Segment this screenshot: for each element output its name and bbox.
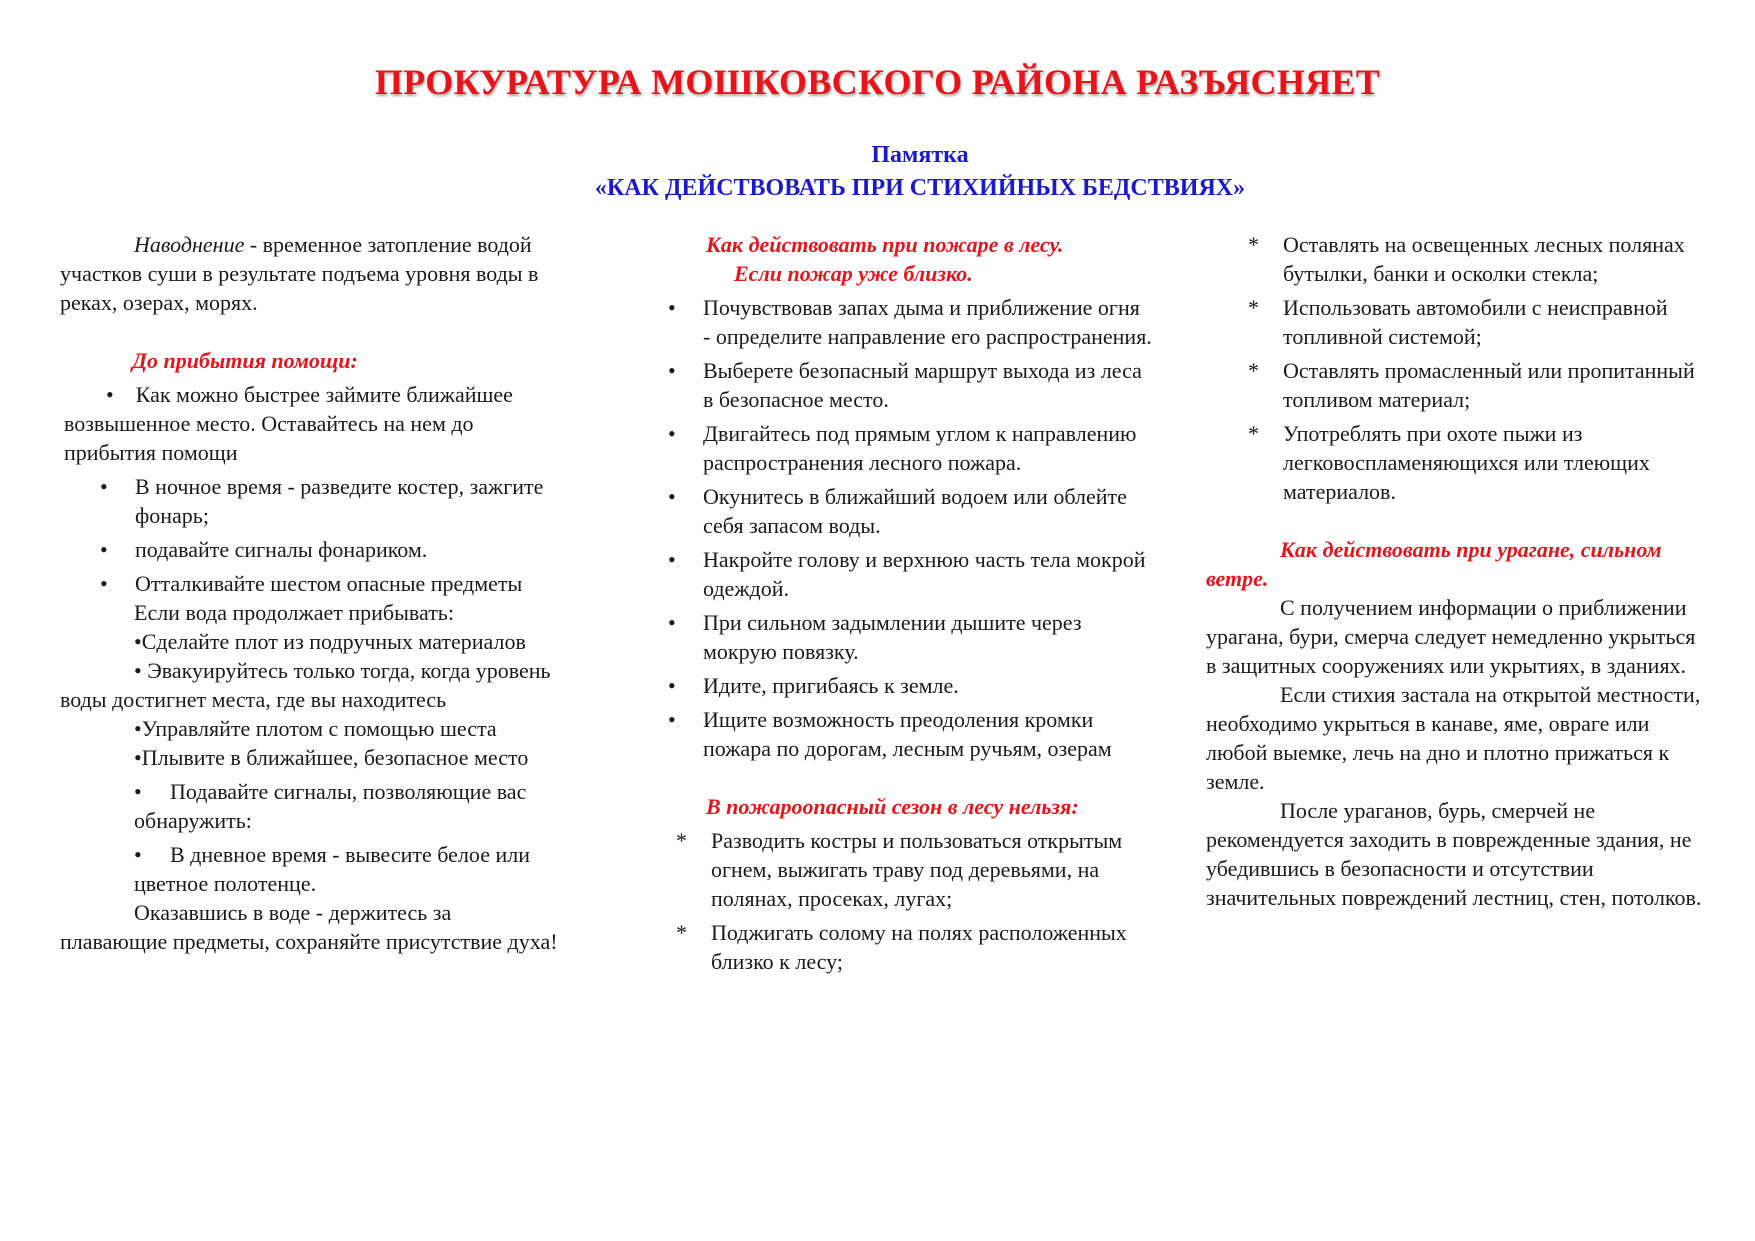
bullet-marker: • [668,358,676,383]
bullet-marker: • [100,571,108,596]
page-title: ПРОКУРАТУРА МОШКОВСКОГО РАЙОНА РАЗЪЯСНЯЕТ [374,62,1381,102]
memo-title: «КАК ДЕЙСТВОВАТЬ ПРИ СТИХИЙНЫХ БЕДСТВИЯХ» [594,175,1246,201]
forest-fire-item [632,482,1152,540]
hurricane-paragraph-3: После ураганов, бурь, смерчей не рекомендуется заходить в поврежденные здания, не убедившись в безопасности и отсутствии значительных повреждений лестниц, стен, потолков. [1206,798,1702,910]
flood-item-text: В дневное время - вывесите белое или цветное полотенце. [134,842,530,896]
column-forest-fire [632,230,1152,976]
hurricane-heading: Как действовать при урагане, сильном ветре. [1206,537,1662,591]
forbidden-item-text: Использовать автомобили с неисправной топливной системой; [1283,295,1668,349]
bullet-marker: • [668,707,676,732]
water-rising-note: Если вода продолжает прибывать: [134,600,454,625]
flood-item-text: Подавайте сигналы, позволяющие вас обнаружить: [134,779,527,833]
forbidden-item-text: Поджигать солому на полях расположенных близко к лесу; [711,920,1127,974]
forest-fire-item [632,293,1152,351]
bullet-marker: • [668,673,676,698]
steer-step: •Управляйте плотом с помощью шеста [134,716,497,741]
star-marker: * [1248,358,1259,383]
bullet-marker: • [668,610,676,635]
forest-fire-item-text: При сильном задымлении дышите через мокрую повязку. [703,610,1082,664]
forest-fire-item [632,671,1152,700]
raft-step: •Сделайте плот из подручных материалов [134,629,526,654]
forbidden-item [1206,230,1706,288]
forest-fire-item-text: Окунитесь в ближайший водоем или облейте себя запасом воды. [703,484,1127,538]
bullet-marker: • [100,537,108,562]
bullet-marker: • [668,484,676,509]
memo-label: Памятка [871,142,969,168]
flood-intro [60,230,560,317]
flood-item [60,535,560,564]
column-flood [60,230,560,956]
star-marker: * [676,828,687,853]
star-marker: * [1248,295,1259,320]
hurricane-paragraph-2: Если стихия застала на открытой местности, необходимо укрыться в канаве, яме, овраге или любой выемке, лечь на дно и плотно прижаться к земле. [1206,682,1701,794]
flood-definition: - временное затопление водой участков суши в результате подъема уровня воды в реках, озерах, морях. [60,232,539,315]
flood-item [60,472,560,530]
forbidden-item-text: Разводить костры и пользоваться открытым огнем, выжигать траву под деревьями, на полянах, просеках, лугах; [711,828,1123,911]
hurricane-paragraph-1: С получением информации о приближении урагана, бури, смерча следует немедленно укрыться в защитных сооружениях или укрытиях, в зданиях. [1206,595,1696,678]
forest-fire-item [632,608,1152,666]
forest-fire-item [632,356,1152,414]
forest-fire-item [632,545,1152,603]
column-hurricane [1206,230,1706,912]
forbidden-item-text: Оставлять промасленный или пропитанный топливом материал; [1283,358,1695,412]
flood-item [60,569,560,598]
forest-fire-heading: Как действовать при пожаре в лесу. [706,232,1064,257]
forbidden-item-text: Оставлять на освещенных лесных полянах бутылки, банки и осколки стекла; [1283,232,1685,286]
in-water-advice: Оказавшись в воде - держитесь за плавающие предметы, сохраняйте присутствие духа! [60,900,558,954]
forest-fire-item [632,705,1152,763]
flood-item [60,380,560,467]
star-marker: * [1248,232,1259,257]
bullet-marker: • [100,474,108,499]
bullet-marker: • [668,421,676,446]
star-marker: * [676,920,687,945]
flood-item-text: Как можно быстрее займите ближайшее возвышенное место. Оставайтесь на нем до прибытия помощи [64,382,513,465]
forest-fire-item-text: Двигайтесь под прямым углом к направлению распространения лесного пожара. [703,421,1137,475]
bullet-marker: • [134,779,142,804]
forest-fire-item-text: Идите, пригибаясь к земле. [703,673,959,698]
forest-fire-item-text: Ищите возможность преодоления кромки пожара по дорогам, лесным ручьям, озерам [703,707,1112,761]
forest-fire-item [632,419,1152,477]
forest-fire-subheading: Если пожар уже близко. [734,261,973,286]
before-help-heading: До прибытия помощи: [132,348,358,373]
forbidden-item [1206,419,1706,506]
swim-step: •Плывите в ближайшее, безопасное место [134,745,529,770]
forbidden-item [632,918,1152,976]
star-marker: * [1248,421,1259,446]
evacuate-step: • Эвакуируйтесь только тогда, когда уровень воды достигнет места, где вы находитесь [60,658,551,712]
bullet-marker: • [668,295,676,320]
flood-item-text: Отталкивайте шестом опасные предметы [135,571,523,596]
forbidden-item [1206,293,1706,351]
forbidden-item-text: Употреблять при охоте пыжи из легковоспламеняющихся или тлеющих материалов. [1283,421,1650,504]
forest-fire-item-text: Выберете безопасный маршрут выхода из леса в безопасное место. [703,358,1142,412]
forbidden-item [632,826,1152,913]
bullet-marker: • [134,842,142,867]
bullet-marker: • [668,547,676,572]
flood-term: Наводнение [134,232,245,257]
forest-fire-item-text: Почувствовав запах дыма и приближение огня - определите направление его распространения. [703,295,1152,349]
bullet-marker: • [106,382,114,407]
forest-fire-item-text: Накройте голову и верхнюю часть тела мокрой одеждой. [703,547,1146,601]
flood-item-text: подавайте сигналы фонариком. [135,537,428,562]
fire-season-heading: В пожароопасный сезон в лесу нельзя: [706,794,1079,819]
forbidden-item [1206,356,1706,414]
flood-item-text: В ночное время - разведите костер, зажгите фонарь; [135,474,544,528]
